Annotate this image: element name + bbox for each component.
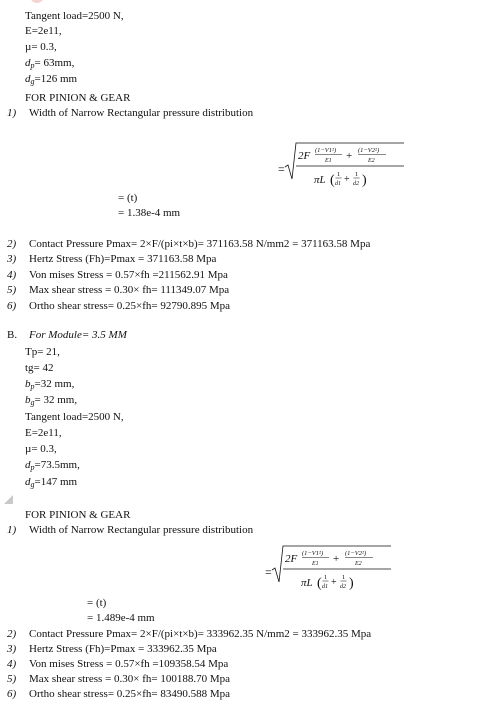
svg-text:E2: E2 [355,561,362,567]
decorative-top-mark [30,0,44,3]
a-item-4-text: Von mises Stress = 0.57×fh =211562.91 Mpa [29,269,228,281]
b-tangent-load: Tangent load=2500 N, [25,411,124,423]
formula-equals: = [278,162,285,176]
b-dg: $d_g=147$ mm [25,476,78,489]
b-item-4-number: 4) [7,658,17,670]
b-item-1-number: 1) [7,524,17,536]
b-mu: µ= 0.3, [25,443,57,455]
svg-text:d2: d2 [353,181,359,187]
b-item-6-number: 6) [7,688,17,700]
svg-text:+: + [344,174,350,185]
a-item-3-number: 3) [7,253,17,265]
svg-text:2F: 2F [298,150,311,162]
svg-text:1: 1 [337,171,341,178]
a-item-3-text: Hertz Stress (Fh)=Pmax = 371163.58 Mpa [29,253,217,265]
b-item-2-number: 2) [7,628,17,640]
a-t-value: = 1.38e-4 mm [118,207,181,219]
a-item-5-number: 5) [7,284,17,296]
svg-text:E2: E2 [368,158,375,164]
b-t-label: = (t) [87,597,107,609]
b-item-2-text: Contact Pressure Pmax= 2×F/(pi×t×b)= 333962.35 N/mm2 = 333962.35 Mpa [29,628,372,640]
svg-text:(1−V1²): (1−V1²) [315,147,337,154]
svg-text:+: + [346,150,353,162]
b-formula [263,543,393,595]
svg-text:E1: E1 [325,158,332,164]
b-item-5-text: Max shear stress = 0.30× fh= 100188.70 Mpa [29,673,231,685]
b-item-3-text: Hertz Stress (Fh)=Pmax = 333962.35 Mpa [29,643,217,655]
svg-text:d2: d2 [340,584,346,590]
svg-text:E1: E1 [312,561,319,567]
a-dp: $d_p= 63mm$, [25,57,75,70]
a-item-6-number: 6) [7,300,17,312]
a-t-label: = (t) [118,192,138,204]
b-item-6-text: Ortho shear stress= 0.25×fh= 83490.588 Mpa [29,688,231,700]
svg-text:1: 1 [342,574,346,581]
svg-text:(: ( [317,576,322,591]
a-for-pinion-gear: FOR PINION & GEAR [25,92,131,104]
svg-text:): ) [349,576,354,591]
collapse-triangle-icon [4,495,13,504]
b-item-3-number: 3) [7,643,17,655]
a-mu: µ= 0.3, [25,41,57,53]
b-dp: $d_p=73.5mm$, [25,459,80,472]
svg-text:=: = [265,565,272,579]
svg-text:1: 1 [355,171,359,178]
b-item-5-number: 5) [7,673,17,685]
a-item-6-text: Ortho shear stress= 0.25×fh= 92790.895 Mpa [29,300,231,312]
svg-text:(: ( [330,173,335,188]
a-item-1-text: Width of Narrow Rectangular pressure distribution [29,107,254,119]
b-bp: $b_p=32$ mm, [25,378,75,391]
b-tp: Tp= 21, [25,346,60,358]
b-item-4-text: Von mises Stress = 0.57×fh =109358.54 Mpa [29,658,229,670]
a-e-modulus: E=2e11, [25,25,62,37]
svg-text:πL: πL [314,174,326,186]
a-formula [276,140,406,192]
svg-text:d1: d1 [335,181,341,187]
b-bg: $b_g= 32$ mm, [25,394,78,407]
b-letter: B. [7,329,18,341]
svg-text:+: + [331,577,337,588]
a-item-2-text: Contact Pressure Pmax= 2×F/(pi×t×b)= 371163.58 N/mm2 = 371163.58 Mpa [29,238,371,250]
a-item-5-text: Max shear stress = 0.30× fh= 111349.07 Mpa [29,284,230,296]
svg-text:): ) [362,173,367,188]
a-item-2-number: 2) [7,238,17,250]
a-item-1-number: 1) [7,107,17,119]
a-item-4-number: 4) [7,269,17,281]
b-tg: tg= 42 [25,362,54,374]
a-dg: $d_g=126$ mm [25,73,78,86]
svg-text:d1: d1 [322,584,328,590]
b-e-modulus: E=2e11, [25,427,62,439]
b-for-pinion-gear: FOR PINION & GEAR [25,509,131,521]
b-t-value: = 1.489e-4 mm [87,612,155,624]
svg-text:(1−V2²): (1−V2²) [345,550,367,557]
b-heading: For Module= 3.5 MM [29,329,127,341]
b-item-1-text: Width of Narrow Rectangular pressure distribution [29,524,254,536]
a-tangent-load: Tangent load=2500 N, [25,10,124,22]
svg-text:πL: πL [301,577,313,589]
svg-text:(1−V1²): (1−V1²) [302,550,324,557]
svg-text:1: 1 [324,574,328,581]
svg-text:2F: 2F [285,553,298,565]
svg-text:(1−V2²): (1−V2²) [358,147,380,154]
svg-text:+: + [333,553,340,565]
